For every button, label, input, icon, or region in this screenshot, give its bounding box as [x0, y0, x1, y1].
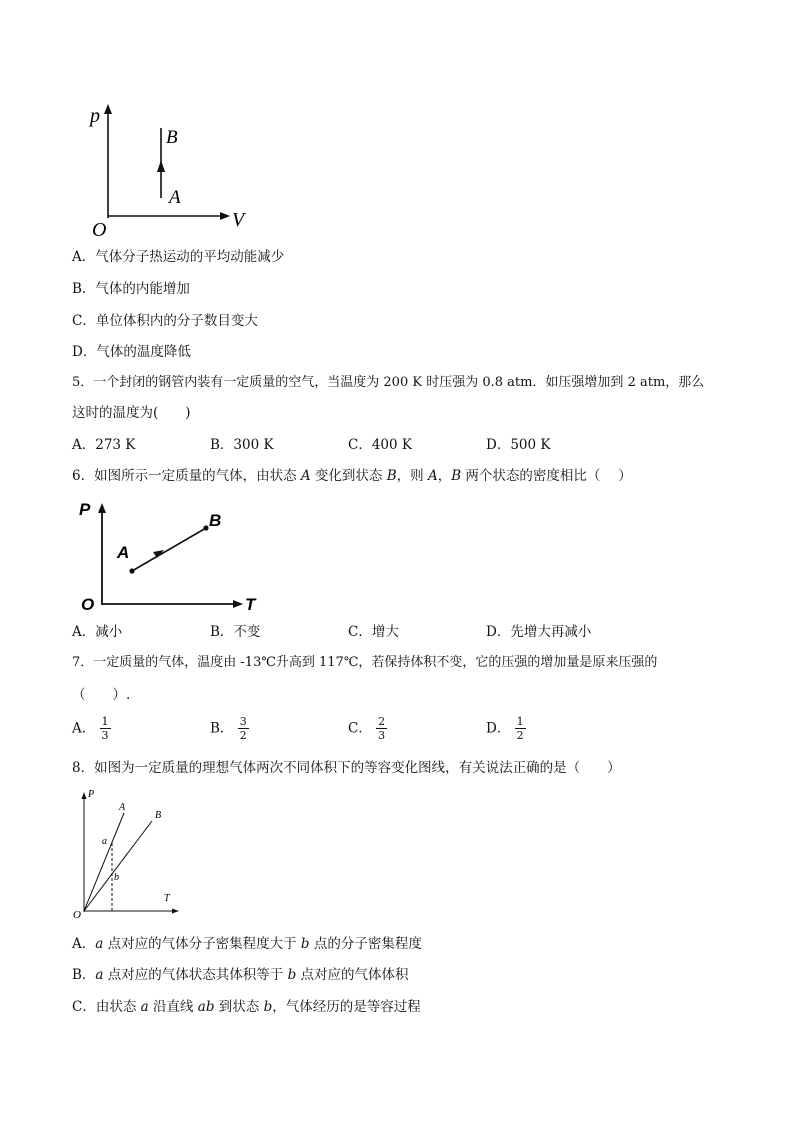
q8-option-b: B．a 点对应的气体状态其体积等于 b 点对应的气体体积	[72, 967, 409, 983]
pv-process-arrowhead	[157, 160, 165, 172]
pt-process-line	[132, 528, 206, 571]
fraction: $\frac{1}{2}$	[516, 715, 524, 742]
q6-option-d: D．先增大再减小	[486, 624, 592, 640]
pv-p-label: p	[90, 105, 100, 127]
q5-stem-line2: 这时的温度为( )	[72, 405, 191, 421]
pt-point-a-label: A	[117, 543, 130, 562]
q7-option-b: B． $\frac{3}{2}$	[210, 715, 247, 742]
q5-option-c: C．400 K	[348, 437, 412, 453]
q8-stem: 8．如图为一定质量的理想气体两次不同体积下的等容变化图线，有关说法正确的是（ ）	[72, 760, 621, 776]
q8-option-a: A．a 点对应的气体分子密集程度大于 b 点的分子密集程度	[72, 936, 422, 952]
q7-option-a: A． $\frac{1}{3}$	[72, 715, 109, 742]
isochoric-diagram	[70, 785, 190, 925]
pv-diagram	[80, 100, 260, 240]
pt-point-b-label: B	[209, 511, 222, 530]
q6-option-a: A．减小	[72, 624, 123, 640]
iso-line-a	[84, 813, 124, 911]
q6-option-b: B．不变	[210, 624, 261, 640]
q5-option-a: A．273 K	[72, 437, 136, 453]
pv-v-label: V	[232, 209, 245, 231]
q7-option-c: C． $\frac{2}{3}$	[348, 715, 386, 742]
pt-p-arrowhead	[98, 503, 106, 513]
iso-t-arrowhead	[172, 909, 179, 914]
iso-line-b-label: B	[155, 810, 162, 821]
fraction: $\frac{1}{3}$	[101, 715, 109, 742]
pt-point-b	[203, 525, 208, 530]
iso-p-label: P	[88, 789, 95, 800]
q5-option-b: B．300 K	[210, 437, 274, 453]
q6-option-c: C．增大	[348, 624, 399, 640]
pt-point-a	[129, 568, 134, 573]
pt-origin-label: O	[81, 595, 95, 614]
iso-p-arrowhead	[82, 792, 87, 799]
iso-point-b-label: b	[114, 872, 119, 883]
pv-origin-label: O	[92, 219, 107, 241]
iso-line-b	[84, 821, 152, 911]
pt-p-label: P	[79, 500, 91, 519]
q6-stem: 6．如图所示一定质量的气体，由状态 A 变化到状态 B，则 A，B 两个状态的密度相比（ ）	[72, 468, 632, 484]
q7-stem-line2: （ ）.	[72, 687, 131, 703]
pv-p-arrowhead	[104, 104, 112, 114]
pt-t-label: T	[245, 595, 256, 614]
fraction: $\frac{2}{3}$	[378, 715, 386, 742]
q8-option-c: C．由状态 a 沿直线 ab 到状态 b，气体经历的是等容过程	[72, 999, 421, 1015]
pv-v-arrowhead	[220, 212, 230, 220]
q7-option-d: D． $\frac{1}{2}$	[486, 715, 524, 742]
q4-option-d: D．气体的温度降低	[72, 344, 191, 360]
q5-stem-line1: 5．一个封闭的钢管内装有一定质量的空气，当温度为 200 K 时压强为 0.8 atm．如压强增加到 2 atm，那么	[72, 375, 705, 390]
iso-t-label: T	[164, 893, 170, 904]
q4-option-a: A．气体分子热运动的平均动能减少	[72, 249, 285, 265]
q5-option-d: D．500 K	[486, 437, 551, 453]
pv-point-a-label: A	[169, 187, 181, 208]
q4-option-b: B．气体的内能增加	[72, 281, 190, 297]
pt-t-arrowhead	[233, 600, 243, 608]
pt-diagram	[75, 495, 275, 620]
q7-stem-line1: 7．一定质量的气体，温度由 -13℃升高到 117℃，若保持体积不变，它的压强的增加量是原来压强的	[72, 655, 658, 670]
iso-line-a-label: A	[119, 802, 126, 813]
pv-point-b-label: B	[166, 127, 178, 148]
q4-option-c: C．单位体积内的分子数目变大	[72, 313, 258, 329]
iso-origin-label: O	[73, 909, 81, 921]
iso-point-a-label: a	[102, 836, 107, 847]
fraction: $\frac{3}{2}$	[239, 715, 247, 742]
